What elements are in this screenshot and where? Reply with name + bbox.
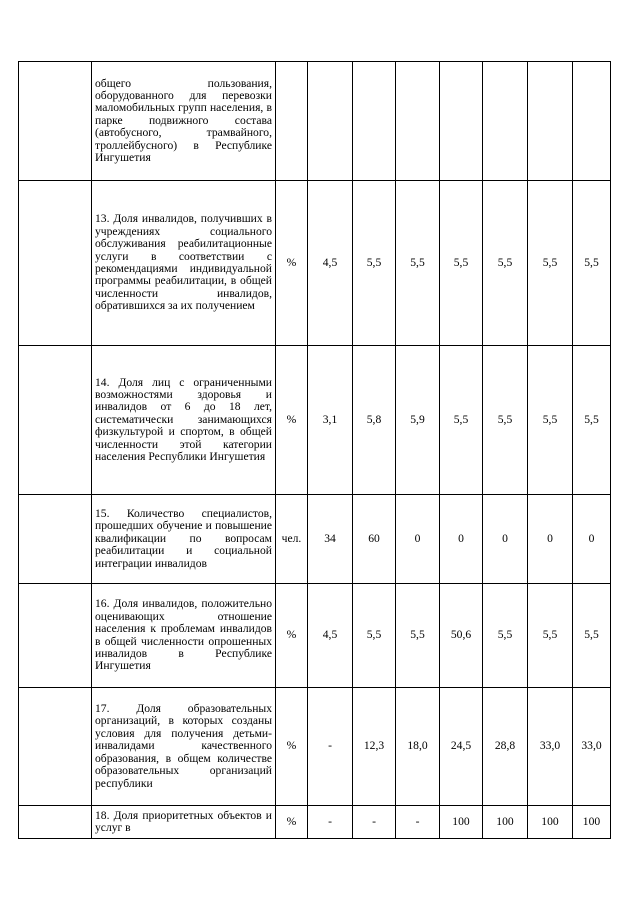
value-cell: 12,3: [353, 688, 396, 806]
value-cell: [528, 62, 573, 181]
table-row: [19, 346, 611, 495]
value-cell: 4,5: [308, 181, 353, 346]
value-cell: 28,8: [483, 688, 528, 806]
row-number-cell: [19, 495, 92, 584]
table-row: [19, 688, 611, 806]
unit-cell: %: [276, 346, 308, 495]
value-cell: 33,0: [528, 688, 573, 806]
value-cell: [353, 62, 396, 181]
value-cell: 5,5: [573, 346, 611, 495]
indicator-name-cell: 13. Доля инвалидов, получивших в учреждениях социального обслуживания реабилитационные услуги в соответствии с рекомендациями индивидуальной программы реабилитации, в общей численности инвалидов, обратившихся за их получением: [92, 181, 276, 346]
row-number-cell: [19, 62, 92, 181]
value-cell: 60: [353, 495, 396, 584]
row-number-cell: [19, 346, 92, 495]
value-cell: 100: [483, 806, 528, 839]
indicator-name-cell: 17. Доля образовательных организаций, в которых созданы условия для получения детьми-инвалидами качественного образования, в общем количестве образовательных организаций республики: [92, 688, 276, 806]
unit-cell: чел.: [276, 495, 308, 584]
value-cell: 33,0: [573, 688, 611, 806]
table-body: [19, 62, 611, 839]
indicator-name-cell: 15. Количество специалистов, прошедших обучение и повышение квалификации по вопросам реабилитации и социальной интеграции инвалидов: [92, 495, 276, 584]
value-cell: 0: [396, 495, 440, 584]
value-cell: -: [353, 806, 396, 839]
indicator-name-cell: 18. Доля приоритетных объектов и услуг в: [92, 806, 276, 839]
row-number-cell: [19, 688, 92, 806]
value-cell: 3,1: [308, 346, 353, 495]
value-cell: 5,5: [573, 584, 611, 688]
value-cell: 5,5: [528, 584, 573, 688]
row-number-cell: [19, 181, 92, 346]
value-cell: 5,5: [440, 181, 483, 346]
indicators-table: [18, 61, 611, 839]
value-cell: 5,5: [528, 181, 573, 346]
value-cell: 100: [528, 806, 573, 839]
value-cell: -: [308, 806, 353, 839]
value-cell: 5,5: [353, 584, 396, 688]
unit-cell: %: [276, 181, 308, 346]
indicator-name-cell: 14. Доля лиц с ограниченными возможностями здоровья и инвалидов от 6 до 18 лет, систематически занимающихся физкультурой и спортом, в общей численности этой категории населения Республики Ингушетия: [92, 346, 276, 495]
value-cell: 5,5: [440, 346, 483, 495]
indicator-name-cell: общего пользования, оборудованного для перевозки маломобильных групп населения, в парке подвижного состава (автобусного, трамвайного, троллейбусного) в Республике Ингушетия: [92, 62, 276, 181]
unit-cell: %: [276, 688, 308, 806]
value-cell: 5,5: [528, 346, 573, 495]
value-cell: [483, 62, 528, 181]
value-cell: 24,5: [440, 688, 483, 806]
value-cell: 4,5: [308, 584, 353, 688]
value-cell: 5,5: [483, 346, 528, 495]
value-cell: [440, 62, 483, 181]
table-row: [19, 584, 611, 688]
table-row: [19, 806, 611, 839]
row-number-cell: [19, 806, 92, 839]
value-cell: [308, 62, 353, 181]
row-number-cell: [19, 584, 92, 688]
indicator-name-cell: 16. Доля инвалидов, положительно оценивающих отношение населения к проблемам инвалидов в общей численности опрошенных инвалидов в Республике Ингушетия: [92, 584, 276, 688]
value-cell: 5,5: [396, 181, 440, 346]
value-cell: -: [308, 688, 353, 806]
value-cell: 100: [440, 806, 483, 839]
value-cell: 5,8: [353, 346, 396, 495]
value-cell: 5,5: [573, 181, 611, 346]
value-cell: 50,6: [440, 584, 483, 688]
value-cell: 5,5: [353, 181, 396, 346]
unit-cell: %: [276, 584, 308, 688]
value-cell: [573, 62, 611, 181]
value-cell: 0: [483, 495, 528, 584]
unit-cell: [276, 62, 308, 181]
value-cell: 5,5: [396, 584, 440, 688]
value-cell: 34: [308, 495, 353, 584]
value-cell: 18,0: [396, 688, 440, 806]
value-cell: [396, 62, 440, 181]
value-cell: 100: [573, 806, 611, 839]
value-cell: 5,5: [483, 584, 528, 688]
value-cell: 0: [440, 495, 483, 584]
value-cell: 0: [528, 495, 573, 584]
table-row: [19, 181, 611, 346]
table-row: [19, 62, 611, 181]
unit-cell: %: [276, 806, 308, 839]
table-row: [19, 495, 611, 584]
value-cell: 0: [573, 495, 611, 584]
value-cell: -: [396, 806, 440, 839]
value-cell: 5,9: [396, 346, 440, 495]
value-cell: 5,5: [483, 181, 528, 346]
